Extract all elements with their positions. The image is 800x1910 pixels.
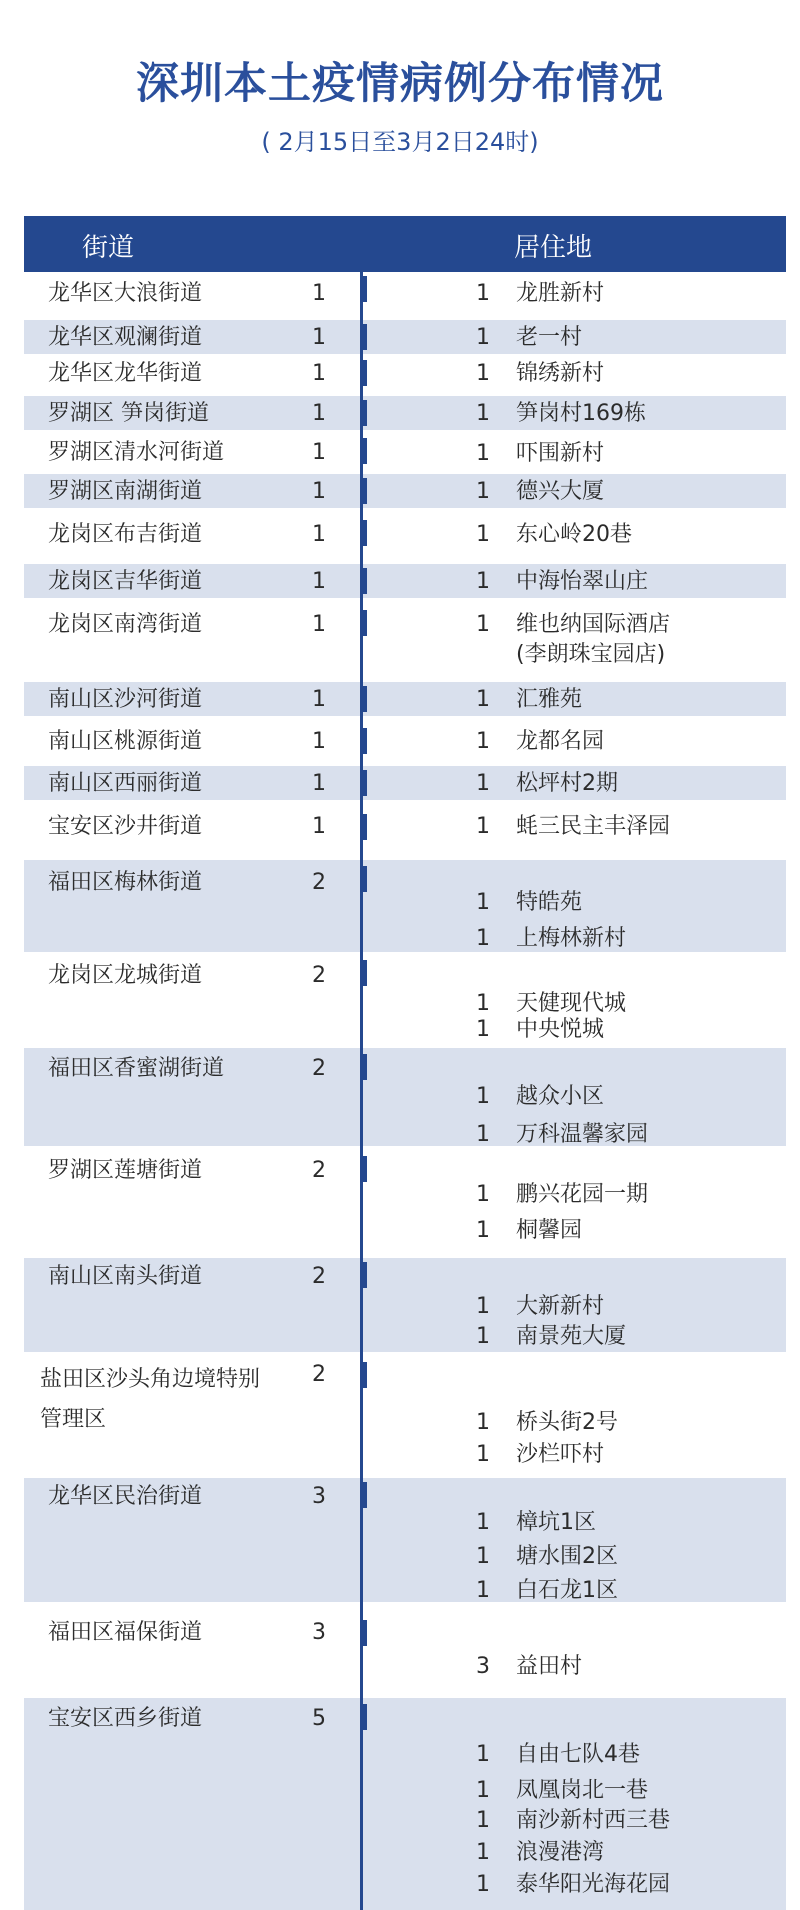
residence-case-count: 1	[476, 729, 490, 754]
street-case-total: 2	[312, 870, 326, 895]
residence-case-count: 1	[476, 1578, 490, 1603]
street-name: 盐田区沙头角边境特别管理区	[40, 1367, 261, 1432]
table-row	[24, 320, 786, 354]
street-name: 龙华区龙华街道	[48, 361, 203, 386]
residence-name: 蚝三民主丰泽园	[516, 814, 671, 839]
residence-name: 桐馨园	[516, 1218, 583, 1243]
table-row	[24, 722, 786, 762]
street-case-total: 1	[312, 612, 326, 637]
street-name: 罗湖区 笋岗街道	[48, 401, 209, 426]
street-case-total: 2	[312, 1158, 326, 1183]
table-row	[24, 766, 786, 800]
residence-entry	[24, 477, 786, 507]
residence-entry	[24, 1776, 786, 1806]
residence-name: 特皓苑	[516, 890, 583, 915]
street-name: 龙华区民治街道	[48, 1484, 203, 1509]
table-row	[24, 356, 786, 390]
residence-name: 益田村	[516, 1654, 583, 1679]
residence-entry	[24, 567, 786, 597]
table-row	[24, 1258, 786, 1352]
residence-name: 自由七队4巷	[516, 1742, 640, 1767]
street-case-total: 3	[312, 1484, 326, 1509]
residence-entry	[24, 1082, 786, 1112]
residence-case-count: 3	[476, 1654, 490, 1679]
street-name: 龙华区大浪街道	[48, 281, 203, 306]
street-case-total: 1	[312, 479, 326, 504]
street-name: 福田区梅林街道	[48, 870, 203, 895]
residence-name: 白石龙1区	[516, 1578, 618, 1603]
residence-case-count: 1	[476, 325, 490, 350]
street-case-total: 3	[312, 1620, 326, 1645]
residence-entry	[24, 1542, 786, 1572]
residence-entry	[24, 439, 786, 469]
table-row	[24, 272, 786, 316]
street-name: 南山区南头街道	[48, 1264, 203, 1289]
residence-name: 锦绣新村	[516, 361, 605, 386]
residence-case-count: 1	[476, 1872, 490, 1897]
street-name: 龙岗区龙城街道	[48, 963, 203, 988]
residence-name: 桥头街2号	[516, 1410, 618, 1435]
residence-entry	[24, 1576, 786, 1606]
residence-name-detail: (李朗珠宝园店)	[516, 642, 666, 667]
residence-name: 吓围新村	[516, 441, 605, 466]
street-case-total: 1	[312, 440, 326, 465]
table-row	[24, 1478, 786, 1602]
residence-case-count: 1	[476, 522, 490, 547]
residence-case-count: 1	[476, 1442, 490, 1467]
table-row	[24, 434, 786, 470]
residence-name: 老一村	[516, 325, 583, 350]
residence-case-count: 1	[476, 1294, 490, 1319]
table-row	[24, 1698, 786, 1910]
street-case-total: 1	[312, 522, 326, 547]
residence-case-count: 1	[476, 1218, 490, 1243]
street-name: 龙岗区吉华街道	[48, 569, 203, 594]
table-row	[24, 956, 786, 1044]
residence-case-count: 1	[476, 1182, 490, 1207]
residence-case-count: 1	[476, 1017, 490, 1042]
residence-entry	[24, 520, 786, 550]
residence-case-count: 1	[476, 1510, 490, 1535]
residence-name: 万科温馨家园	[516, 1122, 649, 1147]
page-title: 深圳本土疫情病例分布情况	[136, 59, 664, 109]
table-row	[24, 682, 786, 716]
residence-entry	[24, 610, 786, 667]
street-name: 宝安区沙井街道	[48, 814, 203, 839]
table-row	[24, 396, 786, 430]
residence-entry	[24, 924, 786, 954]
residence-name: 大新新村	[516, 1294, 605, 1319]
street-case-total: 1	[312, 361, 326, 386]
residence-entry	[24, 1015, 786, 1045]
street-case-total: 2	[312, 1362, 326, 1387]
residence-name: 上梅林新村	[516, 926, 627, 951]
residence-entry	[24, 359, 786, 389]
residence-name: 沙栏吓村	[516, 1442, 605, 1467]
residence-entry	[24, 1870, 786, 1900]
residence-entry	[24, 323, 786, 353]
residence-case-count: 1	[476, 814, 490, 839]
column-header-street: 街道	[82, 233, 135, 263]
residence-entry	[24, 1120, 786, 1150]
street-case-total: 2	[312, 963, 326, 988]
street-name: 南山区桃源街道	[48, 729, 203, 754]
table-row	[24, 1152, 786, 1252]
residence-case-count: 1	[476, 569, 490, 594]
residence-name: 东心岭20巷	[516, 522, 632, 547]
street-case-total: 1	[312, 281, 326, 306]
street-case-total: 2	[312, 1264, 326, 1289]
residence-name: 松坪村2期	[516, 771, 618, 796]
residence-case-count: 1	[476, 1840, 490, 1865]
residence-name: 浪漫港湾	[516, 1840, 605, 1865]
column-header-residence: 居住地	[514, 233, 593, 263]
street-name: 南山区沙河街道	[48, 687, 203, 712]
street-case-total: 1	[312, 401, 326, 426]
table-row	[24, 602, 786, 674]
street-name: 宝安区西乡街道	[48, 1706, 203, 1731]
residence-entry	[24, 769, 786, 799]
residence-name: 塘水围2区	[516, 1544, 618, 1569]
street-name: 罗湖区清水河街道	[48, 440, 225, 465]
street-case-total: 1	[312, 687, 326, 712]
street-case-total: 1	[312, 729, 326, 754]
table-header	[24, 216, 786, 272]
residence-name: 中央悦城	[516, 1017, 605, 1042]
residence-entry	[24, 399, 786, 429]
table-row	[24, 1048, 786, 1146]
residence-entry	[24, 1740, 786, 1770]
street-name: 罗湖区南湖街道	[48, 479, 203, 504]
street-case-total: 2	[312, 1056, 326, 1081]
residence-entry	[24, 1440, 786, 1470]
residence-name: 维也纳国际酒店	[516, 612, 671, 637]
residence-entry	[24, 685, 786, 715]
residence-name: 天健现代城	[516, 991, 627, 1016]
table-row	[24, 1358, 786, 1478]
residence-case-count: 1	[476, 281, 490, 306]
residence-entry	[24, 812, 786, 842]
residence-entry	[24, 888, 786, 918]
street-case-total: 5	[312, 1706, 326, 1731]
residence-name: 南景苑大厦	[516, 1324, 627, 1349]
residence-case-count: 1	[476, 771, 490, 796]
residence-entry	[24, 1652, 786, 1682]
street-name: 龙华区观澜街道	[48, 325, 203, 350]
residence-case-count: 1	[476, 1544, 490, 1569]
residence-case-count: 1	[476, 1778, 490, 1803]
street-case-total: 1	[312, 814, 326, 839]
table-row	[24, 564, 786, 598]
residence-entry	[24, 1408, 786, 1438]
residence-entry	[24, 727, 786, 757]
residence-case-count: 1	[476, 1324, 490, 1349]
residence-entry	[24, 1322, 786, 1352]
residence-name: 龙胜新村	[516, 281, 605, 306]
center-divider	[360, 272, 363, 1910]
residence-name: 越众小区	[516, 1084, 605, 1109]
residence-entry	[24, 1292, 786, 1322]
street-case-total: 1	[312, 569, 326, 594]
residence-case-count: 1	[476, 441, 490, 466]
residence-case-count: 1	[476, 479, 490, 504]
residence-name: 泰华阳光海花园	[516, 1872, 671, 1897]
residence-case-count: 1	[476, 1122, 490, 1147]
residence-case-count: 1	[476, 361, 490, 386]
residence-entry	[24, 1180, 786, 1210]
table-row	[24, 804, 786, 854]
residence-name: 中海怡翠山庄	[516, 569, 649, 594]
street-name: 罗湖区莲塘街道	[48, 1158, 203, 1183]
residence-entry	[24, 1806, 786, 1836]
street-name: 龙岗区南湾街道	[48, 612, 203, 637]
residence-entry	[24, 1838, 786, 1868]
page-subtitle: ( 2月15日至3月2日24时)	[261, 128, 539, 156]
residence-case-count: 1	[476, 1808, 490, 1833]
residence-case-count: 1	[476, 1084, 490, 1109]
residence-name: 汇雅苑	[516, 687, 583, 712]
residence-name: 笋岗村169栋	[516, 401, 646, 426]
residence-name: 龙都名园	[516, 729, 605, 754]
residence-case-count: 1	[476, 401, 490, 426]
residence-case-count: 1	[476, 890, 490, 915]
table-row	[24, 860, 786, 952]
street-case-total: 1	[312, 771, 326, 796]
residence-entry	[24, 1216, 786, 1246]
table-row	[24, 1612, 786, 1694]
table-row	[24, 512, 786, 558]
street-name: 南山区西丽街道	[48, 771, 203, 796]
residence-case-count: 1	[476, 612, 490, 637]
residence-name: 南沙新村西三巷	[516, 1808, 671, 1833]
residence-case-count: 1	[476, 1410, 490, 1435]
residence-entry	[24, 279, 786, 309]
residence-name: 凤凰岗北一巷	[516, 1778, 649, 1803]
residence-case-count: 1	[476, 991, 490, 1016]
residence-case-count: 1	[476, 687, 490, 712]
table-row	[24, 474, 786, 508]
residence-entry	[24, 1508, 786, 1538]
residence-case-count: 1	[476, 926, 490, 951]
street-name: 龙岗区布吉街道	[48, 522, 203, 547]
residence-case-count: 1	[476, 1742, 490, 1767]
street-case-total: 1	[312, 325, 326, 350]
residence-name: 德兴大厦	[516, 479, 605, 504]
residence-name: 樟坑1区	[516, 1510, 596, 1535]
street-name: 福田区香蜜湖街道	[48, 1056, 225, 1081]
street-name: 福田区福保街道	[48, 1620, 203, 1645]
residence-name: 鹏兴花园一期	[516, 1182, 649, 1207]
